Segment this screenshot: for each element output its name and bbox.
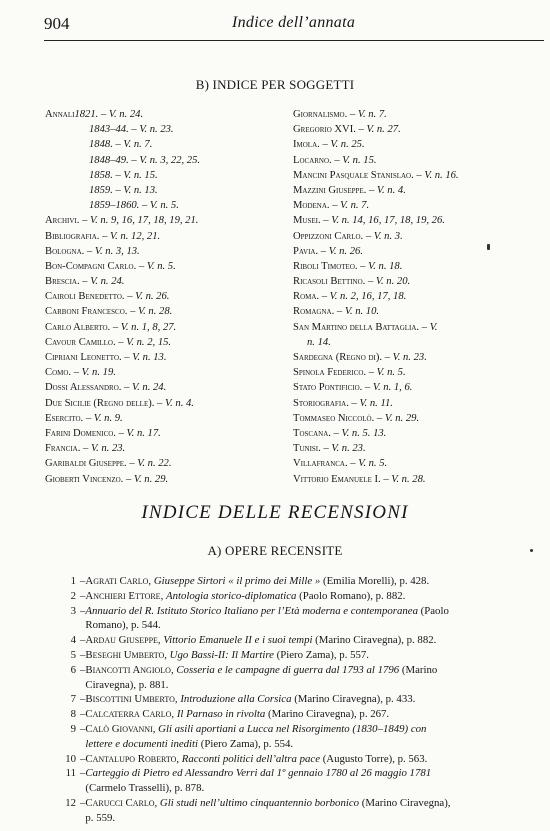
entry-reviewer: Romano), p. 544. — [85, 619, 161, 632]
entry-dash: – — [80, 708, 86, 721]
subject-entry — [45, 259, 200, 274]
subject-name: Vittorio Emanuele I. — [293, 473, 381, 485]
subject-entry — [45, 229, 200, 244]
subject-reference: – V. n. 14, 16, 17, 18, 19, 26. — [320, 215, 445, 227]
subject-entry — [293, 441, 459, 456]
entry-title: Antologia storico-diplomatica — [165, 589, 297, 602]
subject-reference: 1848. – V. n. 7. — [89, 139, 153, 151]
subject-reference: – V. n. 23. — [320, 443, 366, 455]
subject-name: Imola. — [293, 139, 320, 151]
subject-entry — [293, 168, 459, 183]
subject-name: Romagna. — [293, 306, 335, 318]
review-entry — [48, 752, 528, 767]
subject-name: Ricasoli Bettino. — [293, 276, 366, 288]
subject-entry — [293, 229, 459, 244]
entry-author: Carucci Carlo, — [85, 796, 158, 809]
entry-number: 10 — [65, 752, 76, 765]
subject-reference: – V. n. 1, 6. — [362, 382, 413, 394]
subject-name: Cavour Camillo. — [45, 336, 116, 348]
subject-name: Gioberti Vincenzo. — [45, 473, 124, 485]
subject-reference: – V. n. 1, 8, 27. — [110, 321, 177, 333]
entry-body — [85, 766, 528, 796]
subject-reference: – V. n. 4. — [366, 184, 406, 196]
entry-body — [85, 796, 528, 826]
subject-entry — [45, 153, 200, 168]
entry-title: Gli asili aportiani a Lucca nel Risorgimento (1830–1849) con — [158, 722, 427, 735]
subject-name: Bon-Compagni Carlo. — [45, 260, 137, 272]
subject-reference: – V. n. 27. — [355, 124, 401, 136]
subject-reference: – V. n. 19. — [71, 367, 116, 379]
entry-author: Ardau Giuseppe, — [85, 634, 161, 647]
subject-index-right-column — [293, 107, 459, 487]
entry-reviewer: (Carmelo Trasselli), p. 878. — [85, 782, 205, 795]
subject-reference: 1858. – V. n. 15. — [89, 169, 158, 181]
subject-entry — [293, 335, 459, 350]
subject-entry — [45, 168, 200, 183]
entry-continuation — [85, 618, 528, 633]
review-entry — [48, 707, 528, 722]
subject-entry — [293, 244, 459, 259]
entry-body — [85, 663, 528, 693]
entry-title: Giuseppe Sirtori « il primo dei Mille » — [153, 575, 321, 587]
subject-entry — [293, 411, 459, 426]
subject-entry — [293, 350, 459, 365]
subject-name: Stato Pontificio. — [293, 382, 363, 394]
subject-reference: – V. n. 17. — [115, 427, 161, 439]
subject-reference: – V. n. 12, 21. — [99, 230, 161, 242]
subject-name: Mazzini Giuseppe. — [293, 184, 367, 196]
subject-reference: – V. n. 26. — [318, 245, 363, 257]
subject-name: Tunisi. — [293, 443, 321, 455]
subject-name: Modena. — [293, 200, 330, 212]
subject-entry — [45, 380, 200, 395]
subject-reference: 1859–1860. – V. n. 5. — [89, 200, 179, 212]
entry-reviewer: (Paolo Romano), p. 882. — [296, 589, 406, 602]
entry-body — [85, 604, 528, 634]
subject-name: Giornalismo. — [293, 109, 348, 120]
subject-reference: – V. n. 7. — [347, 109, 387, 120]
entry-body — [85, 752, 528, 767]
subject-reference: – V. n. 22. — [126, 458, 172, 470]
subject-entry — [293, 289, 459, 304]
entry-title: Vittorio Emanuele II e i suoi tempi — [163, 634, 313, 647]
subject-entry — [293, 365, 459, 380]
subject-name: Archivi. — [45, 215, 80, 227]
entry-number: 8 — [70, 708, 76, 721]
review-entry — [48, 633, 528, 648]
subject-name: Carboni Francesco. — [45, 306, 128, 318]
subject-entry — [45, 411, 200, 426]
subject-reference: – V. n. 3. — [363, 230, 403, 242]
subject-reference: – V. n. 28. — [380, 473, 426, 485]
entry-dash: – — [80, 752, 86, 765]
subject-name: Cairoli Benedetto. — [45, 291, 125, 303]
review-entry — [48, 604, 528, 634]
subject-name: Bologna. — [45, 245, 85, 257]
entry-dash: – — [80, 648, 86, 661]
subject-reference: – V. n. 23. — [80, 443, 126, 455]
subject-entry — [293, 213, 459, 228]
review-entry — [48, 692, 528, 707]
subject-entry — [293, 122, 459, 137]
subject-reference: 1843–44. – V. n. 23. — [89, 124, 174, 136]
subject-name: Oppizzoni Carlo. — [293, 230, 364, 242]
entry-body — [85, 633, 528, 648]
subject-name: Spinola Federico. — [293, 367, 367, 379]
review-entry — [48, 766, 528, 796]
subject-reference: – V. n. 9. — [83, 412, 123, 424]
subject-entry — [45, 456, 200, 471]
subject-reference: – V. n. 23. — [382, 352, 427, 363]
print-speck — [530, 549, 533, 552]
entry-reviewer: (Marino Ciravegna), p. 267. — [265, 708, 390, 721]
subject-reference: – V. n. 11. — [348, 397, 393, 409]
entry-dash: – — [80, 634, 86, 647]
review-entry — [48, 648, 528, 663]
subject-reference: – V. n. 15. — [331, 154, 377, 166]
entry-continuation — [85, 678, 528, 693]
entry-title: Cosseria e le campagne di guerra dal 1793 al 1796 — [176, 663, 400, 676]
entry-number: 6 — [70, 663, 76, 676]
subject-name: Brescia. — [45, 276, 80, 288]
entry-dash: – — [80, 604, 86, 617]
subject-name: Roma. — [293, 291, 320, 303]
subject-reference: 1859. – V. n. 13. — [89, 184, 158, 196]
entry-author: Biscottini Umberto, — [85, 693, 178, 706]
subject-entry — [45, 396, 200, 411]
subject-entry — [45, 365, 200, 380]
subject-name: Francia. — [45, 443, 81, 455]
subject-reference: 1821. – V. n. 24. — [74, 109, 144, 120]
subject-entry — [45, 183, 200, 198]
entry-number: 3 — [70, 604, 76, 617]
entry-continuation — [85, 737, 528, 752]
subject-entry — [293, 137, 459, 152]
entry-author: Agrati Carlo, — [85, 575, 152, 587]
subject-reference: – V. n. 25. — [319, 139, 365, 151]
subject-reference: – V. n. 28. — [127, 306, 173, 318]
subject-entry — [293, 198, 459, 213]
entry-author: Cantalupo Roberto, — [85, 752, 180, 765]
entry-continuation — [85, 811, 528, 826]
entry-dash: – — [80, 722, 86, 735]
subject-reference: – V. n. 3, 13. — [84, 245, 140, 257]
subject-name: Esercito. — [45, 412, 84, 424]
entry-reviewer: (Augusto Torre), p. 563. — [320, 752, 428, 765]
entry-dash: – — [80, 796, 86, 809]
subject-reference: – V. n. 10. — [334, 306, 380, 318]
review-entry — [48, 574, 528, 589]
subject-name: Annali — [45, 109, 75, 120]
entry-title: Carteggio di Pietro ed Alessandro Verri dal 1º gennaio 1780 al 26 maggio 1781 — [85, 767, 432, 780]
entry-dash: – — [80, 693, 86, 706]
entry-body — [85, 589, 528, 604]
entry-reviewer: p. 559. — [85, 811, 116, 824]
entry-body — [85, 692, 528, 707]
entry-reviewer: (Emilia Morelli), p. 428. — [320, 575, 430, 587]
subject-entry — [45, 472, 200, 487]
subject-reference: – V. n. 18. — [357, 260, 403, 272]
entry-body — [85, 722, 528, 752]
entry-author: Anchieri Ettore, — [85, 589, 164, 602]
entry-number: 7 — [70, 693, 76, 706]
section-b-heading: B) INDICE PER SOGGETTI — [195, 77, 355, 92]
entry-title: Gli studi nell’ultimo cinquantennio borbonico — [159, 796, 360, 809]
print-speck — [487, 244, 490, 250]
subject-name: Tommaseo Niccolò. — [293, 412, 375, 424]
subject-reference: – V. n. 20. — [365, 276, 411, 288]
subject-entry — [45, 198, 200, 213]
subject-reference: – V. n. 16. — [413, 169, 459, 181]
subject-name: Bibliografia. — [45, 230, 100, 242]
entry-title: Introduzione alla Corsica — [180, 693, 292, 706]
subject-reference: – V. n. 5. — [366, 367, 406, 379]
entry-reviewer: (Marino Ciravegna), p. 882. — [312, 634, 437, 647]
entry-body — [85, 648, 528, 663]
entry-dash: – — [80, 575, 86, 587]
entry-title: Annuario del R. Istituto Storico Italiano per l’Età moderna e contemporanea — [85, 604, 418, 617]
subject-entry — [293, 259, 459, 274]
subject-name: Garibaldi Giuseppe. — [45, 458, 127, 470]
entry-reviewer: (Piero Zama), p. 554. — [198, 737, 294, 750]
entry-author: Biancotti Angiolo, — [85, 663, 174, 676]
subject-entry — [45, 304, 200, 319]
subject-reference: – V. n. 5. — [347, 458, 388, 470]
review-entry — [48, 722, 528, 752]
subject-name: Gregorio XVI. — [293, 124, 356, 136]
entry-continuation — [85, 781, 528, 796]
subject-entry — [293, 472, 459, 487]
subject-reference: – V. n. 4. — [154, 397, 194, 409]
running-title: Indice dell’annata — [232, 14, 356, 31]
entry-reviewer: (Marino — [399, 663, 438, 676]
entry-dash: – — [80, 767, 86, 780]
subject-name: Due Sicilie (Regno delle). — [45, 397, 155, 409]
subject-reference: n. 14. — [307, 336, 331, 348]
entry-reviewer: (Marino Ciravegna), p. 433. — [291, 693, 416, 706]
subject-name: Storiografia. — [293, 397, 349, 409]
subject-entry — [293, 153, 459, 168]
subject-entry — [45, 426, 200, 441]
entry-title: Racconti politici dell’altra pace — [181, 752, 320, 765]
subject-reference: – V. n. 9, 16, 17, 18, 19, 21. — [79, 215, 199, 227]
subject-entry — [293, 396, 459, 411]
subject-entry — [45, 122, 200, 137]
subject-reference: – V. — [419, 321, 438, 333]
subject-reference: – V. n. 5. 13. — [330, 427, 387, 439]
reviews-index-title: INDICE DELLE RECENSIONI — [141, 502, 409, 523]
subject-reference: – V. n. 26. — [124, 291, 170, 303]
entry-body — [85, 574, 528, 589]
subject-reference: 1848–49. – V. n. 3, 22, 25. — [89, 154, 201, 166]
subject-name: Villafranca. — [293, 458, 348, 470]
subject-name: Riboli Timoteo. — [293, 260, 358, 272]
entry-number: 12 — [65, 796, 76, 809]
subject-entry — [45, 274, 200, 289]
subject-index-left-column — [45, 107, 200, 487]
entry-number: 5 — [70, 648, 76, 661]
subject-reference: – V. n. 29. — [123, 473, 169, 485]
subject-entry — [45, 350, 200, 365]
review-entry — [48, 589, 528, 604]
entry-reviewer: (Paolo — [417, 604, 449, 617]
subject-reference: – V. n. 2, 15. — [115, 336, 172, 348]
subject-entry — [293, 274, 459, 289]
entry-title-continuation: lettere e documenti inediti — [85, 737, 199, 750]
subject-reference: – V. n. 24. — [79, 276, 125, 288]
entry-title: Il Parnaso in rivolta — [176, 708, 266, 721]
review-entry — [48, 796, 528, 826]
subject-entry — [45, 213, 200, 228]
subject-reference: – V. n. 2, 16, 17, 18. — [319, 291, 407, 303]
subject-entry — [293, 107, 459, 122]
subject-entry — [293, 304, 459, 319]
subject-reference: – V. n. 24. — [121, 382, 167, 394]
reviewed-works-list — [48, 574, 528, 826]
entry-reviewer: (Piero Zama), p. 557. — [273, 648, 369, 661]
subject-name: Carlo Alberto. — [45, 321, 111, 333]
entry-dash: – — [80, 663, 86, 676]
entry-author: Beseghi Umberto, — [85, 648, 167, 661]
subject-entry — [293, 426, 459, 441]
subject-name: Locarno. — [293, 154, 332, 166]
subject-entry — [293, 456, 459, 471]
subject-name: Farini Domenico. — [45, 427, 116, 439]
subject-name: Como. — [45, 367, 72, 379]
subject-name: Sardegna (Regno di). — [293, 352, 383, 363]
subject-name: Pavia. — [293, 245, 319, 257]
entry-dash: – — [80, 589, 86, 602]
subject-entry — [45, 289, 200, 304]
section-a-heading: A) OPERE RECENSITE — [207, 543, 343, 558]
subject-reference: – V. n. 13. — [121, 352, 167, 363]
subject-reference: – V. n. 29. — [374, 412, 420, 424]
subject-entry — [45, 320, 200, 335]
entry-reviewer: Ciravegna), p. 881. — [85, 678, 169, 691]
subject-entry — [293, 380, 459, 395]
subject-entry — [293, 183, 459, 198]
entry-author: Calcaterra Carlo, — [85, 708, 175, 721]
entry-body — [85, 707, 528, 722]
subject-entry — [45, 244, 200, 259]
subject-entry — [45, 441, 200, 456]
subject-entry — [45, 335, 200, 350]
subject-reference: – V. n. 5. — [136, 260, 176, 272]
subject-name: Dossi Alessandro. — [45, 382, 122, 394]
subject-entry — [293, 320, 459, 335]
review-entry — [48, 663, 528, 693]
subject-name: Musei. — [293, 215, 321, 227]
entry-number: 1 — [70, 575, 76, 587]
subject-name: San Martino della Battaglia. — [293, 321, 420, 333]
header-rule — [44, 40, 544, 41]
page-number: 904 — [44, 14, 70, 33]
entry-number: 4 — [70, 634, 76, 647]
subject-entry — [45, 107, 200, 122]
entry-number: 9 — [70, 722, 76, 735]
subject-entry — [45, 137, 200, 152]
subject-name: Toscana. — [293, 427, 331, 439]
entry-reviewer: (Marino Ciravegna), — [359, 796, 451, 809]
subject-name: Cipriani Leonetto. — [45, 352, 122, 363]
entry-title: Ugo Bassi-II: Il Martire — [169, 648, 274, 661]
entry-number: 11 — [65, 767, 76, 780]
entry-author: Calò Giovanni, — [85, 722, 156, 735]
subject-name: Mancini Pasquale Stanislao. — [293, 169, 414, 181]
entry-number: 2 — [70, 589, 76, 602]
subject-reference: – V. n. 7. — [329, 200, 370, 212]
